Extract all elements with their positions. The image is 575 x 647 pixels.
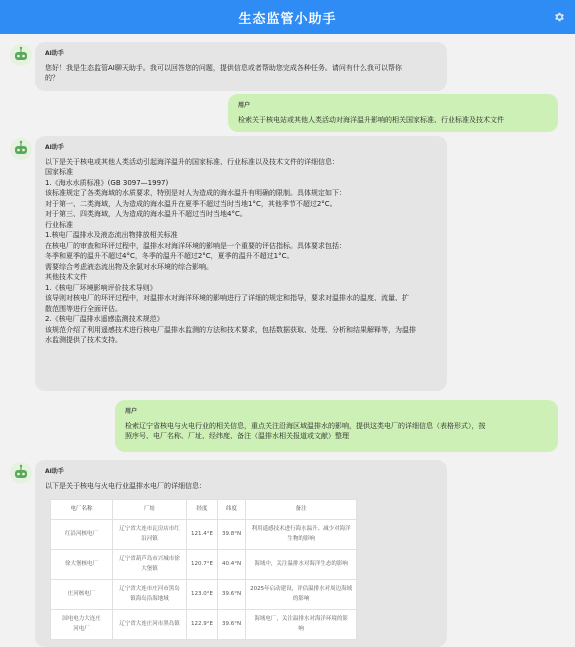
message-text-line: 检索关于核电站或其他人类活动对海洋温升影响的相关国家标准、行业标准及技术文件 [238,115,504,124]
table-cell-text: 121.4°E [191,530,213,537]
table-cell [51,519,113,549]
ai-message-bubble [35,42,447,91]
table-cell [217,549,245,579]
table-row [51,519,357,549]
message-text-line: 1.《核电厂环境影响评价技术导则》 [45,283,157,292]
message-text-line: 该标准规定了各类海域的水质要求，特别是对人为造成的海水温升有明确的限制。具体规定如下： [45,189,346,197]
app-title: 生态监管小助手 [238,11,337,27]
power-plant-table [50,499,357,640]
gear-icon[interactable] [553,11,565,23]
table-cell-text: 辽宁省葫芦岛市兴城市徐 [119,555,180,562]
message-text-line: 1.《海水水质标准》(GB 3097—1997) [45,178,169,187]
message-text-line: 其他技术文件 [45,273,87,281]
table-cell [51,609,113,639]
table-cell-text: 国电电力大连庄 [62,615,101,622]
table-row [51,549,357,579]
message-text-line: 在核电厂的审查和环评过程中，温排水对海洋环境的影响是一个重要的评估指标。具体要求包括： [45,241,346,250]
message-text-line: 以下是关于核电或其他人类活动引起海洋温升的国家标准、行业标准以及技术文件的详细信息： [45,157,339,166]
table-cell [246,609,357,639]
table-header-cell: 厂址 [113,500,187,520]
table-cell [187,549,218,579]
table-cell-text: 40.4°N [221,560,242,567]
table-cell-text: 的影响 [292,596,310,602]
chat-area[interactable] [0,34,575,632]
table-cell-text: 辽宁省大连市庄河市黑岛 [119,585,180,592]
table-cell [187,609,218,639]
table-header-row [51,500,357,520]
sender-name: 用户 [125,408,138,415]
message-text-line: 散范围等进行全面评估。 [45,304,122,313]
table-cell-text: 123.0°E [191,590,213,597]
message-text-line: 行业标准 [45,220,73,229]
message-text-line: 照序号、电厂名称、厂址、经纬度、备注（温排水相关报道或文献）整理 [125,432,349,440]
sender-name: AI助手 [45,50,64,57]
message-text-line: 对于第三、四类海域，人为造成的海水温升不超过当时当地4°C。 [45,210,247,218]
table-header-cell: 纬度 [217,500,245,520]
table-cell [113,579,187,609]
table-cell-text: 39.8°N [221,530,242,537]
message-text-line: 冬季和夏季的温升不超过4°C，冬季的温升不超过2°C，夏季的温升不超过1°C。 [45,252,294,260]
message-text-line: 需要综合考虑液态流出物及余氯对水环境的综合影响。 [45,262,213,271]
table-cell [246,549,357,579]
table-cell-text: 海域中，关注温排水对海洋生态的影响 [254,560,348,567]
table-row [51,609,357,639]
table-cell-text: 39.6°N [221,620,242,627]
table-header-cell: 备注 [246,500,357,520]
message-text-line: 您好！我是生态监管AI聊天助手。我可以回答您的问题，提供信息或者帮助您完成各种任务。请问有什么我可以帮你 [45,63,402,72]
table-cell [217,579,245,609]
table-cell [187,579,218,609]
sender-name: 用户 [238,102,251,109]
message-text-line: 的？ [45,74,59,82]
message-text-line: 2.《核电厂温排水遥感监测技术规范》 [45,315,164,323]
ai-message-bubble [35,460,447,647]
table-cell [246,579,357,609]
table-cell-text: 庄河核电厂 [67,590,96,597]
table-cell-text: 响 [298,626,304,632]
message-text-line: 水监测提供了技术支持。 [45,336,122,344]
table-cell-text: 39.6°N [221,590,242,597]
table-cell-text: 海域电厂，关注温排水对海洋环境的影 [254,615,348,622]
table-row [51,579,357,609]
table-cell [187,519,218,549]
app-header [0,0,575,34]
table-cell-text: 2025年启动建设，评估温排水对周边海域 [250,585,353,592]
message-text-line: 国家标准 [45,168,73,176]
table-cell-text: 辽宁省大连市瓦房店市红 [119,525,180,532]
user-message-bubble [115,400,558,452]
table-cell-text: 生物的影响 [287,536,315,542]
table-cell-text: 徐大堡核电厂 [64,560,98,567]
message-text-line: 1.核电厂温排水及液态流出物排放相关标准 [45,231,178,239]
ai-avatar-icon [10,462,32,484]
table-cell [217,609,245,639]
table-cell [113,549,187,579]
table-cell-text: 122.9°E [191,620,213,627]
table-cell-text: 120.7°E [191,560,213,567]
message-text-line: 该导则对核电厂的环评过程中，对温排水对海洋环境的影响进行了详细的规定和指导，要求对温排水的温度、流量、扩 [45,294,409,302]
table-cell [113,609,187,639]
user-message-bubble [228,94,558,132]
table-cell [51,549,113,579]
message-text-line: 对于第一、二类海域，人为造成的海水温升在夏季不超过当时当地1°C，其他季节不超过2°C。 [45,199,337,208]
table-cell-text: 利用遥感技术进行海水温升、减少对海洋 [251,525,351,532]
message-text-line: 检索辽宁省核电与火电行业的相关信息，重点关注沿海区域温排水的影响，提供这类电厂的详细信息（表格形式），按 [125,421,486,430]
sender-name: AI助手 [45,468,64,475]
table-header-cell: 经度 [187,500,218,520]
table-cell [217,519,245,549]
table-cell-text: 镇海岛沿海地域 [130,596,169,602]
ai-message-bubble [35,136,447,391]
table-cell-text: 大堡镇 [141,566,158,572]
table-cell [113,519,187,549]
table-cell [246,519,357,549]
table-cell-text: 辽宁省大连庄河市黑岛镇 [119,620,180,627]
table-cell [51,579,113,609]
table-cell-text: 红沿河核电厂 [64,530,98,537]
ai-avatar-icon [10,138,32,160]
message-text-line: 以下是关于核电与火电行业温排水电厂的详细信息： [45,481,206,490]
table-cell-text: 河电厂 [73,626,90,632]
table-cell-text: 沿河镇 [141,536,158,542]
table-header-cell: 电厂名称 [51,500,113,520]
sender-name: AI助手 [45,144,64,151]
ai-avatar-icon [10,44,32,66]
message-text-line: 该规范介绍了利用遥感技术进行核电厂温排水监测的方法和技术要求，包括数据获取、处理、分析和结果解释等，为温排 [45,325,416,334]
